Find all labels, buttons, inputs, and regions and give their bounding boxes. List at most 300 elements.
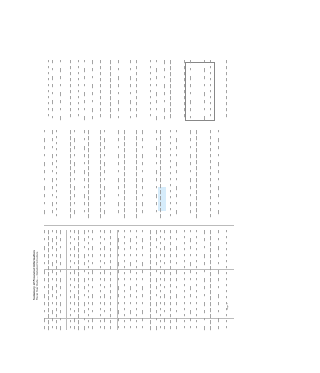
table-cell-mark [184, 84, 185, 87]
table-cell-mark [56, 148, 57, 150]
table-cell-mark [136, 166, 137, 170]
table-cell-mark [48, 90, 49, 92]
table-cell-mark [74, 238, 75, 240]
table-cell-mark [88, 314, 89, 316]
table-cell-mark [196, 308, 197, 310]
table-cell-mark [48, 260, 49, 264]
table-cell-mark [130, 318, 131, 321]
table-cell-mark [136, 320, 137, 322]
table-cell-mark [204, 116, 205, 120]
table-cell-mark [56, 166, 57, 168]
table-cell-mark [136, 154, 137, 158]
table-cell-mark [210, 60, 211, 62]
table-cell-mark [130, 278, 131, 280]
table-cell-mark [70, 214, 71, 218]
table-cell-mark [218, 186, 219, 190]
table-cell-mark [218, 278, 219, 281]
table-cell-mark [70, 248, 71, 250]
table-cell-mark [56, 242, 57, 245]
table-cell-mark [164, 294, 165, 298]
table-cell-mark [176, 318, 177, 322]
table-cell-mark [88, 172, 89, 176]
table-cell-mark [88, 202, 89, 206]
table-cell-mark [56, 302, 57, 305]
table-cell-mark [196, 284, 197, 286]
table-cell-mark [78, 114, 79, 116]
table-cell-mark [100, 108, 101, 111]
table-cell-mark [130, 302, 131, 304]
table-cell-mark [196, 214, 197, 218]
table-cell-mark [100, 308, 101, 310]
table-cell-mark [210, 72, 211, 74]
table-cell-mark [142, 254, 143, 256]
table-cell-mark [210, 96, 211, 98]
table-cell-mark [70, 260, 71, 262]
table-cell-mark [196, 154, 197, 158]
table-cell-mark [164, 238, 165, 240]
table-cell-mark [88, 272, 89, 274]
table-cell-mark [170, 308, 171, 311]
table-cell-mark [84, 186, 85, 188]
table-cell-mark [70, 166, 71, 170]
table-cell-mark [184, 248, 185, 250]
table-cell-mark [74, 310, 75, 312]
table-cell-mark [100, 284, 101, 286]
table-cell-mark [142, 202, 143, 206]
table-cell-mark [52, 230, 53, 232]
table-cell-mark [92, 254, 93, 257]
table-cell-mark [160, 136, 161, 140]
table-cell-mark [88, 296, 89, 298]
table-cell-mark [160, 130, 161, 134]
table-cell-mark [52, 138, 53, 141]
table-cell-mark [118, 162, 119, 165]
table-cell-mark [210, 202, 211, 205]
table-cell-mark [92, 270, 93, 274]
table-cell-mark [84, 130, 85, 133]
table-cell-mark [48, 60, 49, 62]
table-cell-mark [190, 60, 191, 63]
table-cell-mark [88, 190, 89, 194]
table-cell-mark [136, 326, 137, 328]
table-cell-mark [218, 270, 219, 274]
table-cell-mark [88, 136, 89, 140]
table-cell-mark [196, 290, 197, 292]
table-cell-mark [56, 184, 57, 186]
table-cell-mark [190, 178, 191, 182]
table-cell-mark [104, 270, 105, 274]
table-cell-mark [176, 138, 177, 142]
table-cell-mark [56, 208, 57, 210]
table-cell-mark [210, 320, 211, 324]
table-cell-mark [218, 202, 219, 204]
table-cell-mark [44, 230, 45, 233]
table-cell-mark [56, 272, 57, 275]
table-cell-mark [48, 108, 49, 110]
table-cell-mark [56, 214, 57, 216]
table-cell-mark [74, 186, 75, 190]
table-cell-mark [156, 68, 157, 72]
table-cell-mark [204, 254, 205, 258]
table-cell-mark [136, 254, 137, 256]
table-cell-mark [70, 142, 71, 146]
table-cell-mark [118, 186, 119, 189]
table-cell-mark [84, 76, 85, 79]
table-cell-mark [92, 318, 93, 322]
table-cell-mark [84, 326, 85, 330]
table-cell-mark [170, 230, 171, 233]
table-cell-mark [70, 130, 71, 134]
table-cell-mark [184, 308, 185, 310]
table-cell-mark [48, 78, 49, 80]
table-cell-mark [60, 278, 61, 282]
table-cell-mark [210, 166, 211, 169]
table-cell-mark [118, 60, 119, 63]
table-cell-mark [150, 108, 151, 110]
table-cell-mark [190, 92, 191, 94]
table-cell-mark [150, 254, 151, 258]
table-cell-mark [88, 208, 89, 212]
table-cell-mark [184, 302, 185, 304]
table-cell-mark [160, 296, 161, 298]
table-cell-mark [210, 236, 211, 240]
table-cell-mark [74, 210, 75, 214]
table-cell-mark [226, 236, 227, 238]
table-cell-mark [196, 266, 197, 268]
table-cell-mark [204, 60, 205, 62]
table-cell-mark [170, 60, 171, 64]
table-cell-mark [52, 326, 53, 328]
table-cell-mark [84, 108, 85, 110]
table-cell-mark [136, 242, 137, 244]
table-cell-mark [156, 116, 157, 120]
table-cell-mark [70, 108, 71, 111]
table-cell-mark [150, 260, 151, 264]
table-cell-mark [170, 296, 171, 299]
table-cell-mark [210, 284, 211, 288]
table-cell-mark [164, 230, 165, 233]
table-cell-mark [150, 90, 151, 92]
table-cell-mark [210, 160, 211, 163]
table-cell-mark [70, 284, 71, 286]
table-cell-mark [78, 90, 79, 92]
table-cell-mark [204, 270, 205, 272]
table-cell-mark [156, 100, 157, 103]
table-cell-mark [210, 154, 211, 157]
table-cell-mark [218, 302, 219, 305]
table-cell-mark [124, 248, 125, 250]
table-cell-mark [184, 320, 185, 322]
table-cell-mark [156, 138, 157, 140]
table-cell-mark [170, 154, 171, 156]
table-cell-mark [136, 90, 137, 93]
table-cell-mark [88, 236, 89, 238]
table-cell-mark [44, 194, 45, 197]
table-cell-mark [156, 162, 157, 164]
table-cell-mark [100, 60, 101, 63]
table-cell-mark [218, 286, 219, 288]
table-cell-mark [170, 96, 171, 100]
table-cell-mark [88, 266, 89, 268]
table-cell-mark [124, 272, 125, 274]
table-cell-mark [204, 326, 205, 330]
table-cell-mark [184, 272, 185, 274]
table-cell-mark [164, 318, 165, 322]
table-cell-mark [48, 72, 49, 74]
table-cell-mark [150, 66, 151, 68]
table-cell-mark [130, 60, 131, 63]
table-cell-mark [142, 294, 143, 297]
table-cell-mark [56, 160, 57, 162]
table-cell-mark [56, 178, 57, 180]
table-cell-mark [92, 246, 93, 250]
table-cell-mark [226, 248, 227, 250]
table-cell-mark [156, 246, 157, 248]
table-cell-mark [176, 130, 177, 132]
table-cell-mark [170, 326, 171, 329]
table-cell-mark [100, 160, 101, 164]
table-cell-mark [78, 290, 79, 294]
table-cell-mark [110, 320, 111, 323]
table-cell-mark [110, 254, 111, 257]
table-cell-mark [44, 294, 45, 298]
table-cell-mark [150, 242, 151, 246]
table-cell-mark [92, 92, 93, 95]
table-cell-mark [170, 160, 171, 162]
table-cell-mark [56, 248, 57, 251]
table-cell-mark [170, 260, 171, 263]
table-cell-mark [164, 302, 165, 305]
table-cell-mark [110, 290, 111, 293]
table-cell-mark [44, 318, 45, 322]
table-cell-mark [150, 230, 151, 234]
table-cell-mark [210, 208, 211, 211]
table-cell-mark [226, 314, 227, 316]
table-cell-mark [88, 178, 89, 182]
table-cell-mark [88, 320, 89, 322]
table-cell-mark [170, 214, 171, 216]
table-cell-mark [170, 148, 171, 150]
table-cell-mark [100, 148, 101, 152]
table-cell-mark [74, 270, 75, 274]
table-cell-mark [48, 236, 49, 240]
table-cell-mark [130, 326, 131, 328]
table-cell-mark [70, 184, 71, 188]
table-cell-mark [170, 320, 171, 323]
table-cell-mark [124, 320, 125, 322]
table-cell-mark [56, 154, 57, 156]
table-cell-mark [84, 202, 85, 205]
table-cell-mark [130, 262, 131, 266]
table-cell-mark [156, 76, 157, 79]
table-cell-mark [84, 92, 85, 96]
table-cell-mark [136, 148, 137, 152]
table-cell-mark [78, 60, 79, 62]
table-cell-mark [74, 246, 75, 250]
table-cell-mark [164, 76, 165, 78]
table-cell-mark [210, 242, 211, 246]
table-cell-mark [60, 84, 61, 86]
table-cell-mark [170, 278, 171, 281]
table-cell-mark [118, 262, 119, 266]
table-cell-mark [100, 320, 101, 322]
table-cell-mark [52, 154, 53, 158]
table-cell-mark [130, 100, 131, 104]
table-cell-mark [100, 296, 101, 298]
table-cell-mark [74, 130, 75, 132]
table-cell-mark [88, 308, 89, 310]
table-cell-mark [100, 196, 101, 200]
table-cell-mark [164, 60, 165, 64]
table-cell-mark [70, 148, 71, 152]
table-cell-mark [176, 162, 177, 166]
table-cell-mark [78, 266, 79, 270]
table-cell-mark [226, 290, 227, 292]
table-cell-mark [92, 230, 93, 233]
table-cell-mark [44, 310, 45, 312]
table-cell-mark [150, 236, 151, 240]
table-cell-mark [124, 166, 125, 170]
table-cell-mark [92, 302, 93, 305]
table-cell-mark [196, 236, 197, 238]
table-cell-mark [44, 246, 45, 250]
table-cell-mark [156, 202, 157, 205]
table-cell-mark [142, 246, 143, 249]
table-cell-mark [118, 146, 119, 148]
table-cell-mark [210, 108, 211, 110]
table-cell-mark [84, 310, 85, 313]
table-cell-mark [74, 278, 75, 281]
table-cell-mark [118, 246, 119, 249]
table-cell-mark [52, 270, 53, 273]
table-cell-mark [60, 254, 61, 258]
table-cell-mark [52, 76, 53, 80]
table-cell-mark [84, 286, 85, 289]
table-cell-mark [110, 66, 111, 70]
table-cell-mark [150, 248, 151, 252]
table-cell-mark [124, 290, 125, 292]
table-cell-mark [164, 310, 165, 312]
table-cell-mark [156, 270, 157, 272]
table-cell-mark [60, 318, 61, 320]
table-cell-mark [190, 154, 191, 158]
table-cell-mark [110, 102, 111, 106]
table-cell-mark [196, 260, 197, 262]
table-cell-mark [130, 294, 131, 297]
table-cell-mark [88, 302, 89, 304]
table-cell-mark [92, 326, 93, 329]
table-cell-mark [156, 92, 157, 96]
table-cell-mark [204, 246, 205, 248]
table-cell-mark [118, 178, 119, 182]
table-cell-mark [156, 60, 157, 62]
table-cell-mark [210, 136, 211, 139]
table-cell-mark [190, 76, 191, 80]
table-cell-mark [156, 178, 157, 181]
table-cell-mark [226, 326, 227, 328]
table-cell-mark [124, 296, 125, 298]
table-cell-mark [150, 302, 151, 306]
table-cell-mark [136, 266, 137, 268]
table-cell-mark [170, 184, 171, 186]
table-cell-mark [204, 76, 205, 79]
table-cell-mark [84, 146, 85, 150]
table-cell-mark [78, 320, 79, 324]
table-cell-mark [60, 246, 61, 248]
table-cell-mark [70, 230, 71, 232]
table-cell-mark [160, 178, 161, 182]
table-cell-mark [48, 66, 49, 68]
table-cell-mark [48, 320, 49, 324]
table-cell-mark [170, 108, 171, 112]
table-cell-mark [118, 270, 119, 273]
document-header-subtitle: Fiscal Year Data — Detailed Schedule [36, 251, 39, 300]
table-cell-mark [56, 190, 57, 192]
table-cell-mark [226, 296, 227, 298]
table-cell-mark [92, 310, 93, 312]
table-cell-mark [176, 238, 177, 240]
table-cell-mark [160, 148, 161, 152]
table-cell-mark [156, 154, 157, 157]
table-cell-mark [160, 278, 161, 280]
table-cell-mark [124, 326, 125, 328]
table-cell-mark [176, 202, 177, 204]
table-cell-mark [56, 314, 57, 317]
table-cell-mark [210, 248, 211, 252]
table-cell-mark [150, 114, 151, 116]
table-cell-mark [160, 260, 161, 262]
table-cell-mark [88, 260, 89, 262]
table-cell-mark [124, 302, 125, 304]
table-cell-mark [56, 172, 57, 174]
table-cell-mark [156, 108, 157, 110]
table-cell-mark [156, 254, 157, 258]
table-cell-mark [118, 116, 119, 118]
table-cell-mark [78, 260, 79, 264]
footer-note: Page 1 [227, 303, 229, 310]
table-cell-mark [196, 196, 197, 200]
table-cell-mark [56, 202, 57, 204]
table-cell-mark [48, 96, 49, 98]
table-cell-mark [78, 308, 79, 312]
table-cell-mark [226, 278, 227, 280]
table-cell-mark [78, 278, 79, 282]
table-cell-mark [118, 302, 119, 304]
table-cell-mark [210, 178, 211, 181]
table-cell-mark [52, 286, 53, 290]
table-cell-mark [150, 84, 151, 86]
table-cell-mark [160, 172, 161, 176]
table-cell-mark [118, 194, 119, 196]
table-cell-mark [218, 254, 219, 257]
table-cell-mark [70, 266, 71, 268]
table-cell-mark [78, 66, 79, 68]
table-cell-mark [74, 178, 75, 180]
table-cell-mark [100, 236, 101, 238]
document-header-title: Summary of Financial Information [33, 250, 36, 300]
table-cell-mark [124, 196, 125, 200]
table-cell-mark [142, 138, 143, 141]
table-cell-mark [218, 246, 219, 250]
table-cell-mark [78, 254, 79, 258]
table-cell-mark [88, 248, 89, 250]
table-cell-mark [218, 130, 219, 132]
table-cell-mark [100, 184, 101, 188]
table-cell-mark [60, 262, 61, 265]
table-cell-mark [226, 266, 227, 268]
table-cell-mark [142, 130, 143, 134]
table-cell-mark [164, 84, 165, 88]
